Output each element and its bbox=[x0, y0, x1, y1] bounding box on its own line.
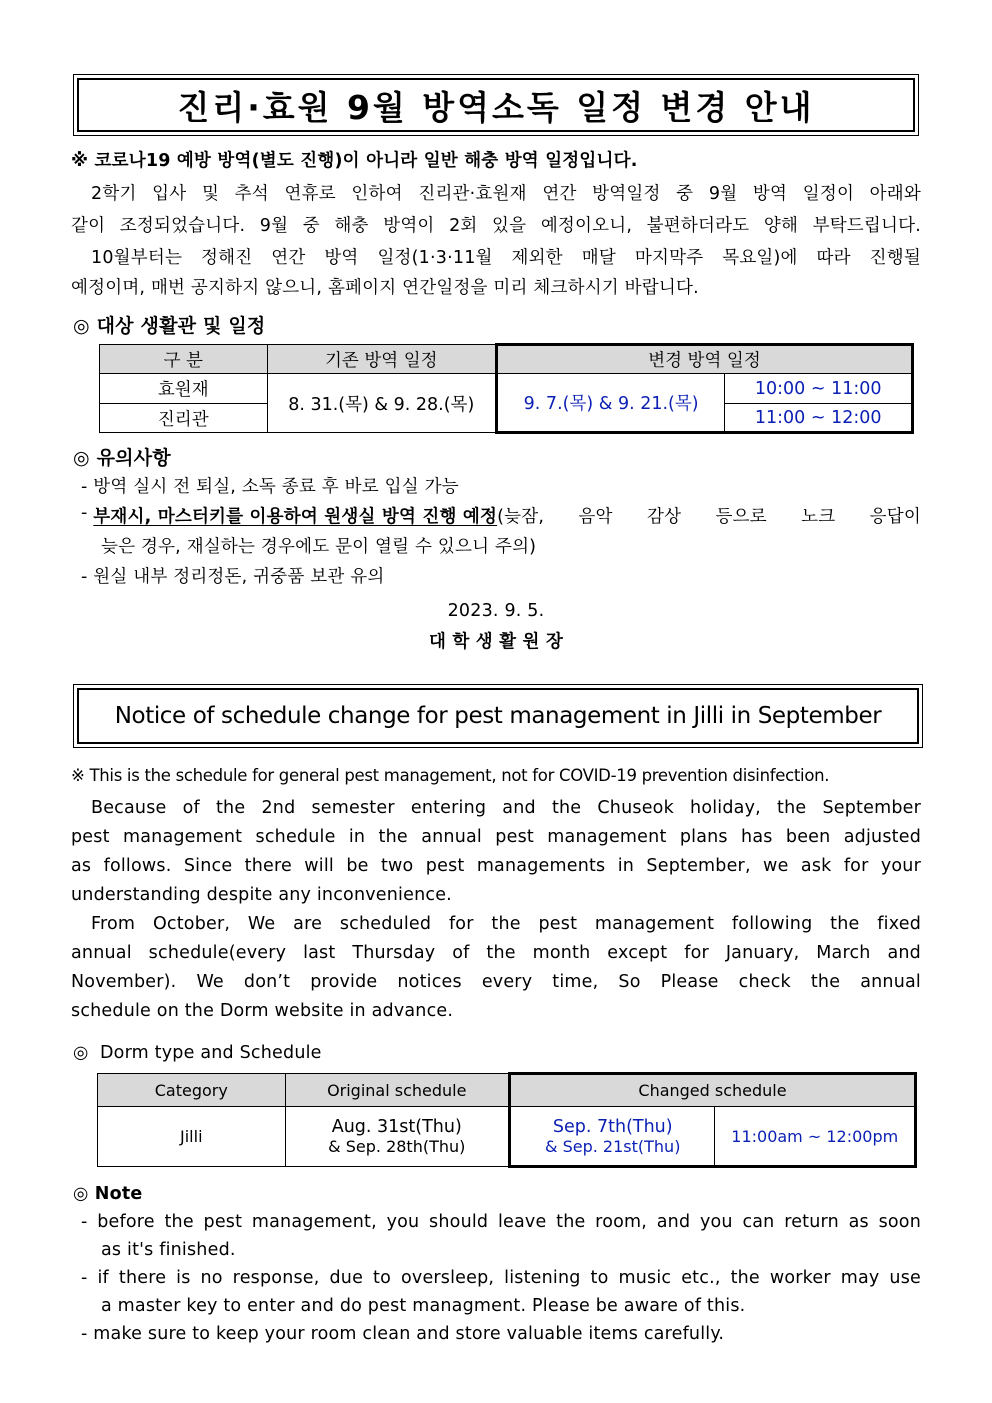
kr-changed-dates: 9. 7.(목) & 9. 21.(목) bbox=[496, 374, 724, 433]
korean-note2-line2: 늦은 경우, 재실하는 경우에도 문이 열릴 수 있으니 주의) bbox=[101, 537, 537, 557]
korean-section-schedule: ◎ 대상 생활관 및 일정 bbox=[73, 315, 266, 337]
en-changed-line1: Sep. 7th(Thu) bbox=[552, 1116, 673, 1137]
kr-time-hyowon: 10:00 ~ 11:00 bbox=[725, 374, 913, 404]
english-note2-line2: a master key to enter and do pest managment. Please be aware of this. bbox=[101, 1296, 746, 1316]
korean-section-notes: ◎ 유의사항 bbox=[73, 447, 171, 469]
english-para1-line1: Because of the 2nd semester entering and the Chuseok holiday, the September bbox=[91, 798, 921, 818]
english-title: Notice of schedule change for pest management in Jilli in September bbox=[114, 703, 882, 729]
korean-signature: 대 학 생 활 원 장 bbox=[428, 632, 564, 652]
kr-row-jilli: 진리관 bbox=[100, 404, 268, 433]
kr-header-category: 구 분 bbox=[100, 345, 268, 374]
english-para2-line1: From October, We are scheduled for the pest management following the fixed bbox=[91, 914, 921, 934]
korean-note1: - 방역 실시 전 퇴실, 소독 종료 후 바로 입실 가능 bbox=[81, 477, 459, 497]
en-original-line1: Aug. 31st(Thu) bbox=[331, 1117, 462, 1137]
en-original-dates bbox=[285, 1107, 509, 1167]
en-header-changed: Changed schedule bbox=[510, 1074, 916, 1107]
korean-para1-line2: 같이 조정되었습니다. 9월 중 해충 방역이 2회 있을 예정이오니, 불편하더라도 양해 부탁드립니다. bbox=[71, 216, 921, 236]
english-title-box bbox=[73, 684, 923, 748]
en-changed-line2: & Sep. 21st(Thu) bbox=[545, 1136, 681, 1156]
english-section-note: ◎ Note bbox=[73, 1184, 143, 1204]
english-note1-line2: as it's finished. bbox=[101, 1240, 236, 1260]
kr-row-hyowon: 효원재 bbox=[100, 374, 268, 404]
english-note3: - make sure to keep your room clean and store valuable items carefully. bbox=[81, 1324, 725, 1344]
english-section-schedule: ◎ Dorm type and Schedule bbox=[73, 1043, 322, 1063]
en-row-jilli: Jilli bbox=[98, 1107, 286, 1167]
english-schedule-table bbox=[97, 1072, 917, 1168]
korean-note2-rest: (늦잠, 음악 감상 등으로 노크 응답이 bbox=[497, 507, 921, 527]
korean-title-box bbox=[73, 74, 919, 136]
korean-title: 진리·효원 9월 방역소독 일정 변경 안내 bbox=[177, 87, 815, 127]
korean-notice: ※ 코로나19 예방 방역(별도 진행)이 아니라 일반 해충 방역 일정입니다. bbox=[71, 151, 638, 171]
english-para1-line2: pest management schedule in the annual pest management plans has been adjusted bbox=[71, 827, 921, 847]
en-time: 11:00am ~ 12:00pm bbox=[715, 1107, 916, 1167]
kr-header-changed: 변경 방역 일정 bbox=[496, 345, 912, 374]
korean-para2-line1: 10월부터는 정해진 연간 방역 일정(1·3·11월 제외한 매달 마지막주 목요일)에 따라 진행될 bbox=[91, 248, 921, 268]
english-note2-line1: - if there is no response, due to oversleep, listening to music etc., the worker may use bbox=[81, 1268, 921, 1288]
en-header-category: Category bbox=[98, 1074, 286, 1107]
korean-date: 2023. 9. 5. bbox=[447, 601, 545, 621]
korean-note2-underlined: 부재시, 마스터키를 이용하여 원생실 방역 진행 예정 bbox=[93, 507, 498, 527]
english-para2-line2: annual schedule(every last Thursday of the month except for January, March and bbox=[71, 943, 921, 963]
kr-time-jilli: 11:00 ~ 12:00 bbox=[725, 404, 913, 433]
korean-note2-dash: - bbox=[81, 503, 94, 523]
kr-header-original: 기존 방역 일정 bbox=[267, 345, 496, 374]
english-para2-line3: November). We don’t provide notices every time, So Please check the annual bbox=[71, 972, 921, 992]
en-header-original: Original schedule bbox=[285, 1074, 509, 1107]
english-para1-line3: as follows. Since there will be two pest managements in September, we ask for your bbox=[71, 856, 921, 876]
korean-schedule-table bbox=[99, 343, 914, 434]
kr-original-dates: 8. 31.(목) & 9. 28.(목) bbox=[267, 374, 496, 433]
korean-para1-line1: 2학기 입사 및 추석 연휴로 인하여 진리관·효원재 연간 방역일정 중 9월 방역 일정이 아래와 bbox=[91, 184, 921, 204]
english-para1-line4: understanding despite any inconvenience. bbox=[71, 885, 452, 905]
english-note1-line1: - before the pest management, you should leave the room, and you can return as soon bbox=[81, 1212, 921, 1232]
en-changed-dates bbox=[510, 1107, 715, 1167]
korean-note2 bbox=[81, 503, 921, 528]
korean-note3: - 원실 내부 정리정돈, 귀중품 보관 유의 bbox=[81, 567, 385, 587]
en-original-line2: & Sep. 28th(Thu) bbox=[328, 1137, 466, 1156]
english-para2-line4: schedule on the Dorm website in advance. bbox=[71, 1001, 454, 1021]
korean-para2-line2: 예정이며, 매번 공지하지 않으니, 홈페이지 연간일정을 미리 체크하시기 바랍니다. bbox=[71, 278, 699, 298]
english-notice: ※ This is the schedule for general pest management, not for COVID-19 prevention disinfection. bbox=[71, 766, 830, 785]
